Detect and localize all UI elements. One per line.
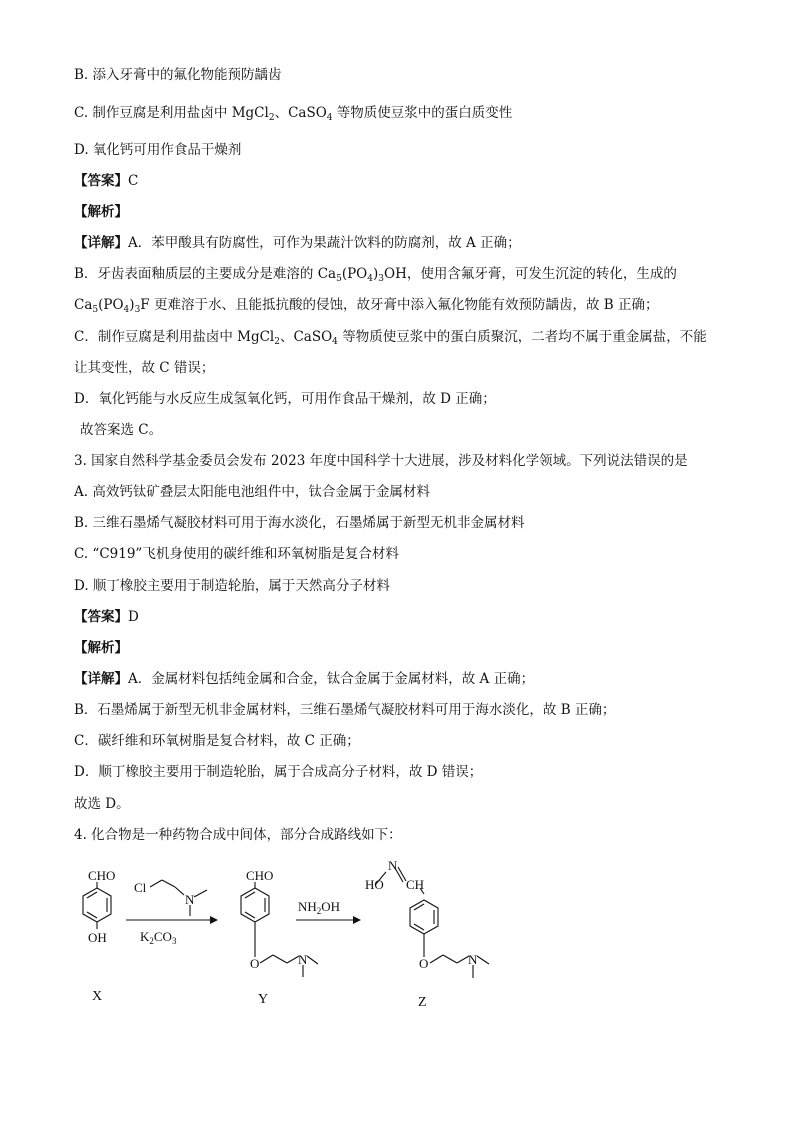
question-4-stem: 4. 化合物是一种药物合成中间体，部分合成路线如下： xyxy=(74,827,402,843)
reagent-k2co3: $K_2CO_3$ xyxy=(140,929,177,946)
explain-1-a: 【详解】A．苯甲酸具有防腐性，可作为果蔬汁饮料的防腐剂，故 A 正确； xyxy=(74,235,521,251)
y-n: N xyxy=(298,952,308,967)
answer-line-1: 【答案】C xyxy=(74,173,139,189)
option-c-prev: C. 制作豆腐是利用盐卤中 MgCl$_2$、CaSO$_4$ 等物质使豆浆中的蛋白质变性 xyxy=(74,105,513,123)
option-d-prev: D. 氧化钙可用作食品干燥剂 xyxy=(74,142,242,158)
explain-1-b2: $Ca_5(PO_4)_3F$ 更难溶于水、且能抵抗酸的侵蚀，故牙膏中添入氟化物能有效预防龋齿，故 B 正确； xyxy=(74,297,659,315)
z-n2: N xyxy=(468,952,478,967)
reagent-nh2oh: $NH_2OH$ xyxy=(298,899,341,916)
label-y: Y xyxy=(258,992,269,1007)
label-z: Z xyxy=(418,995,427,1010)
y-cho: CHO xyxy=(246,868,274,883)
explain-1-b1: B．牙齿表面釉质层的主要成分是难溶的 $Ca_5(PO_4)_3OH$，使用含氟牙膏，可发生沉淀的转化，生成的 xyxy=(74,266,677,284)
analysis-label-2: 【解析】 xyxy=(74,640,128,656)
synthesis-scheme xyxy=(60,860,540,1020)
explain-1-conclusion: 故答案选 C。 xyxy=(80,422,163,438)
x-oh: OH xyxy=(88,930,107,945)
z-o: O xyxy=(419,956,429,971)
explain-2-d: D．顺丁橡胶主要用于制造轮胎，属于合成高分子材料，故 D 错误； xyxy=(74,764,483,780)
explain-2-b: B．石墨烯属于新型无机非金属材料，三维石墨烯气凝胶材料可用于海水淡化，故 B 正确； xyxy=(74,702,616,718)
explain-1-c2: 让其变性，故 C 错误； xyxy=(74,360,215,376)
explain-1-d: D．氧化钙能与水反应生成氢氧化钙，可用作食品干燥剂，故 D 正确； xyxy=(74,391,496,407)
question-3-option-d: D. 顺丁橡胶主要用于制造轮胎，属于天然高分子材料 xyxy=(74,578,390,594)
analysis-label-1: 【解析】 xyxy=(74,204,128,220)
z-n: N xyxy=(388,860,398,873)
question-3-option-c: C. “C919”飞机身使用的碳纤维和环氧树脂是复合材料 xyxy=(74,546,399,562)
question-3-option-a: A. 高效钙钛矿叠层太阳能电池组件中，钛合金属于金属材料 xyxy=(74,484,430,500)
question-3-stem: 3. 国家自然科学基金委员会发布 2023 年度中国科学十大进展，涉及材料化学领域。下列说法错误的是 xyxy=(74,453,688,469)
reagent-n: N xyxy=(185,892,195,907)
x-cho: CHO xyxy=(88,868,116,883)
explain-2-a: 【详解】A．金属材料包括纯金属和合金，钛合金属于金属材料，故 A 正确； xyxy=(74,671,535,687)
z-ho: HO xyxy=(365,877,384,892)
question-3-option-b: B. 三维石墨烯气凝胶材料可用于海水淡化，石墨烯属于新型无机非金属材料 xyxy=(74,515,525,531)
z-ch: CH xyxy=(406,877,425,892)
label-x: X xyxy=(92,989,103,1004)
explain-1-c1: C．制作豆腐是利用盐卤中 MgCl$_2$、CaSO$_4$ 等物质使豆浆中的蛋白质聚沉，二者均不属于重金属盐，不能 xyxy=(74,329,707,347)
explain-2-c: C．碳纤维和环氧树脂是复合材料，故 C 正确； xyxy=(74,733,360,749)
answer-line-2: 【答案】D xyxy=(74,609,139,625)
option-b-prev: B. 添入牙膏中的氟化物能预防龋齿 xyxy=(74,67,282,83)
explain-2-conclusion: 故选 D。 xyxy=(74,796,130,812)
reagent-cl: Cl xyxy=(134,880,147,895)
y-o: O xyxy=(250,956,260,971)
